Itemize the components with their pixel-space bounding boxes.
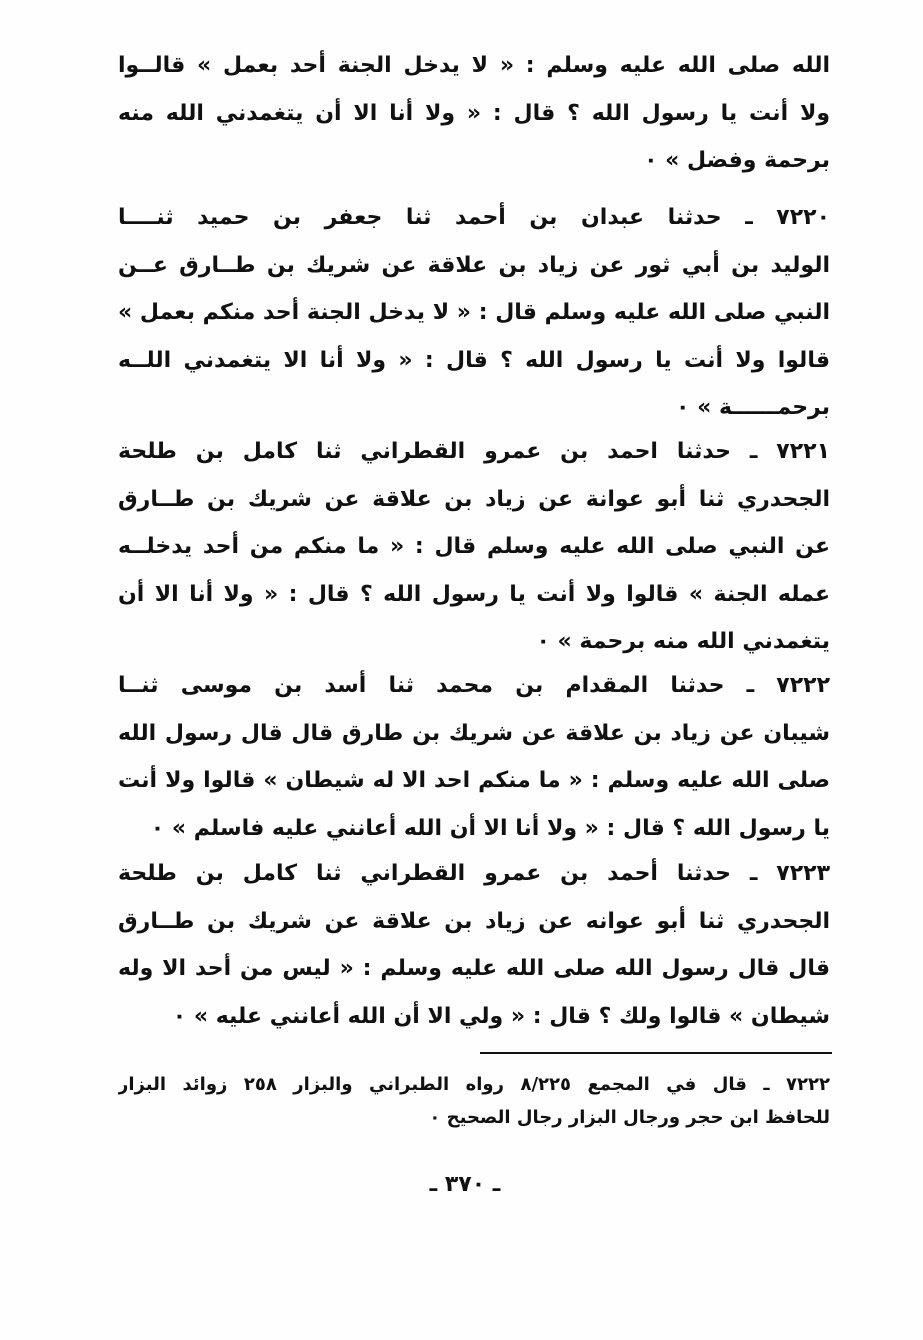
text-line: الجحدري ثنا أبو عوانة عن زياد بن علاقة عن شريك بن طــارق: [118, 486, 830, 512]
text-line: ٧٢٢٢ ـ حدثنا المقدام بن محمد ثنا أسد بن موسى ثنــا: [118, 673, 830, 698]
text-line: ٧٢٢٠ ـ حدثنا عبدان بن أحمد ثنا جعفر بن حميد ثنــــا: [118, 205, 830, 230]
footnote: [118, 1068, 830, 1134]
text-line: ولا أنت يا رسول الله ؟ قال : « ولا أنا الا أن يتغمدني الله منه: [118, 100, 830, 126]
text-line: قالوا ولا أنت يا رسول الله ؟ قال : « ولا أنا الا يتغمدني اللــه: [118, 347, 830, 373]
text-line: ٧٢٢٣ ـ حدثنا أحمد بن عمرو القطراني ثنا كامل بن طلحة: [118, 861, 830, 886]
hadith-block-7222: [118, 662, 830, 852]
text-line: شيطان » قالوا ولك ؟ قال : « ولي الا أن الله أعانني عليه » ٠: [172, 1003, 830, 1029]
text-line: عمله الجنة » قالوا ولا أنت يا رسول الله ؟ قال : « ولا أنا الا أن: [118, 581, 830, 607]
footnote-line: ٧٢٢٢ ـ قال في المجمع ٨/٢٢٥ رواه الطبراني والبزار ٢٥٨ زوائد البزار: [118, 1074, 830, 1095]
hadith-block-7223: [118, 850, 830, 1040]
page-number: ـ ٣٧٠ ـ: [429, 1172, 501, 1197]
text-line: برحمــــــة » ٠: [676, 395, 830, 420]
hadith-block-7221: [118, 428, 830, 666]
text-line: عن النبي صلى الله عليه وسلم قال : « ما منكم من أحد يدخلــه: [118, 534, 830, 559]
text-line: قال قال رسول الله صلى الله عليه وسلم : « ليس من أحد الا وله: [118, 956, 830, 981]
footnote-divider: [480, 1052, 832, 1054]
text-line: النبي صلى الله عليه وسلم قال : « لا يدخل الجنة أحد منكم بعمل »: [118, 300, 830, 325]
text-line: الوليد بن أبي ثور عن زياد بن علاقة عن شريك بن طــارق عــن: [118, 252, 830, 278]
text-line: شيبان عن زياد بن علاقة عن شريك بن طارق قال قال رسول الله: [118, 720, 830, 746]
hadith-block-continuation: [118, 42, 830, 185]
text-line: الله صلى الله عليه وسلم : « لا يدخل الجنة أحد بعمل » قالــوا: [118, 53, 830, 78]
hadith-block-7220: [118, 194, 830, 432]
text-line: ٧٢٢١ ـ حدثنا احمد بن عمرو القطراني ثنا كامل بن طلحة: [118, 439, 830, 464]
text-line: يا رسول الله ؟ قال : « ولا أنا الا أن الله أعانني عليه فاسلم » ٠: [150, 815, 830, 841]
text-line: صلى الله عليه وسلم : « ما منكم احد الا له شيطان » قالوا ولا أنت: [118, 768, 830, 793]
footnote-line: للحافظ ابن حجر ورجال البزار رجال الصحيح ٠: [429, 1107, 830, 1128]
text-line: يتغمدني الله منه برحمة » ٠: [536, 629, 830, 654]
text-line: برحمة وفضل » ٠: [644, 148, 830, 173]
text-line: الجحدري ثنا أبو عوانه عن زياد بن علاقة عن شريك بن طــارق: [118, 908, 830, 934]
